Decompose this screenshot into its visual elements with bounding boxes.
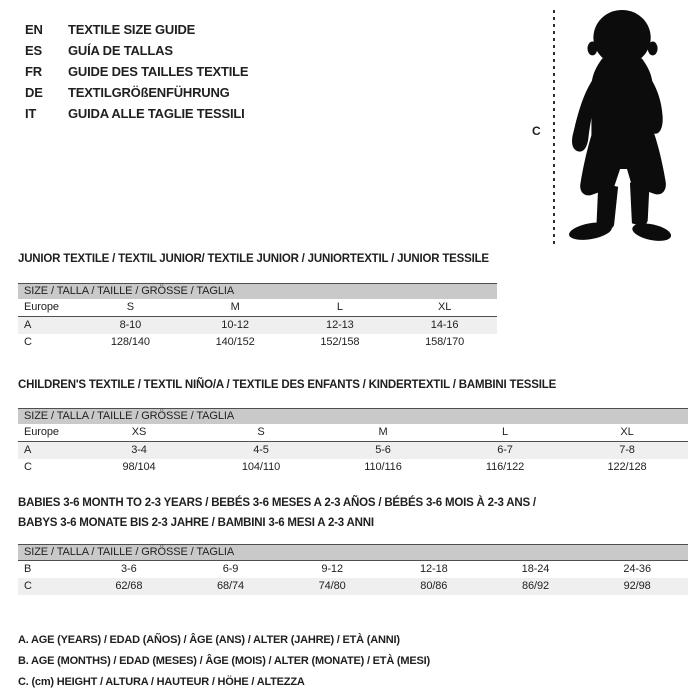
size-cell: S — [126, 301, 134, 313]
row-label: C — [24, 461, 32, 473]
row-label: Europe — [24, 301, 59, 313]
size-cell: 3-6 — [121, 563, 137, 575]
footnote-c: C. (cm) HEIGHT / ALTURA / HAUTEUR / HÖHE / ALTEZZA — [18, 676, 305, 688]
lang-code: DE — [25, 85, 43, 100]
size-cell: 18-24 — [521, 563, 550, 575]
row-label: C — [24, 580, 32, 592]
footnote-legend — [18, 630, 430, 693]
size-cell: 158/170 — [425, 336, 465, 348]
size-cell: L — [501, 426, 509, 438]
lang-label: GUÍA DE TALLAS — [68, 43, 173, 58]
footnote-a: A. AGE (YEARS) / EDAD (AÑOS) / ÂGE (ANS) / ALTER (JAHRE) / ETÀ (ANNI) — [18, 634, 400, 646]
size-cell: 8-10 — [119, 319, 142, 331]
size-header-band: SIZE / TALLA / TAILLE / GRÖSSE / TAGLIA — [18, 283, 497, 299]
section-title-junior: JUNIOR TEXTILE / TEXTIL JUNIOR/ TEXTILE JUNIOR / JUNIORTEXTIL / JUNIOR TESSILE — [18, 253, 489, 265]
size-cell: 152/158 — [320, 336, 360, 348]
lang-label: GUIDE DES TAILLES TEXTILE — [68, 64, 249, 79]
size-cell: 4-5 — [253, 444, 269, 456]
lang-label: TEXTILGRÖßENFÜHRUNG — [68, 85, 230, 100]
size-cell: 140/152 — [215, 336, 255, 348]
size-cell: 5-6 — [375, 444, 391, 456]
lang-code: EN — [25, 22, 43, 37]
junior-size-table — [18, 283, 497, 351]
section-title-babies — [18, 493, 536, 533]
lang-code: IT — [25, 106, 37, 121]
size-cell: 9-12 — [321, 563, 343, 575]
size-cell: M — [378, 426, 388, 438]
size-cell: 3-4 — [131, 444, 147, 456]
size-cell: S — [257, 426, 265, 438]
lang-label: TEXTILE SIZE GUIDE — [68, 22, 196, 37]
table-row — [18, 424, 688, 441]
section-title-children: CHILDREN'S TEXTILE / TEXTIL NIÑO/A / TEXTILE DES ENFANTS / KINDERTEXTIL / BAMBINI TESSILE — [18, 379, 557, 391]
size-cell: 24-36 — [623, 563, 651, 575]
lang-row-fr — [25, 61, 248, 82]
section-title-babies-line1: BABIES 3-6 MONTH TO 2-3 YEARS / BEBÉS 3-6 MESES A 2-3 AÑOS / BÉBÉS 3-6 MOIS À 2-3 ANS / — [18, 497, 536, 509]
size-cell: XL — [620, 426, 634, 438]
size-cell: 6-7 — [497, 444, 513, 456]
size-header-band: SIZE / TALLA / TAILLE / GRÖSSE / TAGLIA — [18, 408, 688, 424]
size-cell: 122/128 — [607, 461, 647, 473]
size-cell: 116/122 — [485, 461, 525, 473]
lang-label: GUIDA ALLE TAGLIE TESSILI — [68, 106, 245, 121]
lang-row-de — [25, 82, 248, 103]
size-cell: 7-8 — [619, 444, 635, 456]
size-header-band: SIZE / TALLA / TAILLE / GRÖSSE / TAGLIA — [18, 544, 688, 560]
measure-label-c: C — [532, 124, 541, 138]
size-cell: 128/140 — [110, 336, 150, 348]
table-row — [18, 299, 497, 316]
size-cell: 62/68 — [115, 580, 143, 592]
size-cell: 80/86 — [420, 580, 448, 592]
lang-code: FR — [25, 64, 42, 79]
size-cell: XS — [131, 426, 147, 438]
size-cell: 98/104 — [122, 461, 156, 473]
size-cell: 6-9 — [222, 563, 239, 575]
size-cell: 104/110 — [241, 461, 281, 473]
size-cell: 92/98 — [623, 580, 651, 592]
table-row — [18, 441, 688, 459]
size-cell: M — [230, 301, 240, 313]
section-title-babies-line2: BABYS 3-6 MONATE BIS 2-3 JAHRE / BAMBINI 3-6 MESI A 2-3 ANNI — [18, 517, 374, 529]
row-label: A — [24, 319, 32, 331]
size-cell: 110/116 — [364, 461, 402, 473]
footnote-b: B. AGE (MONTHS) / EDAD (MESES) / ÂGE (MOIS) / ALTER (MONATE) / ETÀ (MESI) — [18, 655, 430, 667]
row-label: Europe — [24, 426, 59, 438]
language-title-list — [25, 19, 248, 124]
row-label: C — [24, 336, 32, 348]
row-label: A — [24, 444, 32, 456]
table-row — [18, 578, 688, 595]
size-cell: 68/74 — [216, 580, 244, 592]
lang-row-en — [25, 19, 248, 40]
size-cell: 12-13 — [326, 319, 354, 331]
table-row — [18, 560, 688, 578]
size-cell: 86/92 — [521, 580, 549, 592]
children-size-table — [18, 408, 688, 476]
row-label: B — [24, 563, 32, 575]
size-cell: XL — [437, 301, 452, 313]
size-cell: L — [336, 301, 343, 313]
lang-row-it — [25, 103, 248, 124]
size-cell: 74/80 — [318, 580, 346, 592]
table-row — [18, 316, 497, 334]
toddler-silhouette — [556, 5, 696, 247]
lang-row-es — [25, 40, 248, 61]
height-measure-dashed-line — [553, 10, 555, 244]
size-cell: 14-16 — [430, 319, 459, 331]
table-row — [18, 459, 688, 476]
table-row — [18, 334, 497, 351]
lang-code: ES — [25, 43, 42, 58]
size-cell: 10-12 — [221, 319, 249, 331]
size-cell: 12-18 — [420, 563, 448, 575]
babies-size-table — [18, 544, 688, 595]
